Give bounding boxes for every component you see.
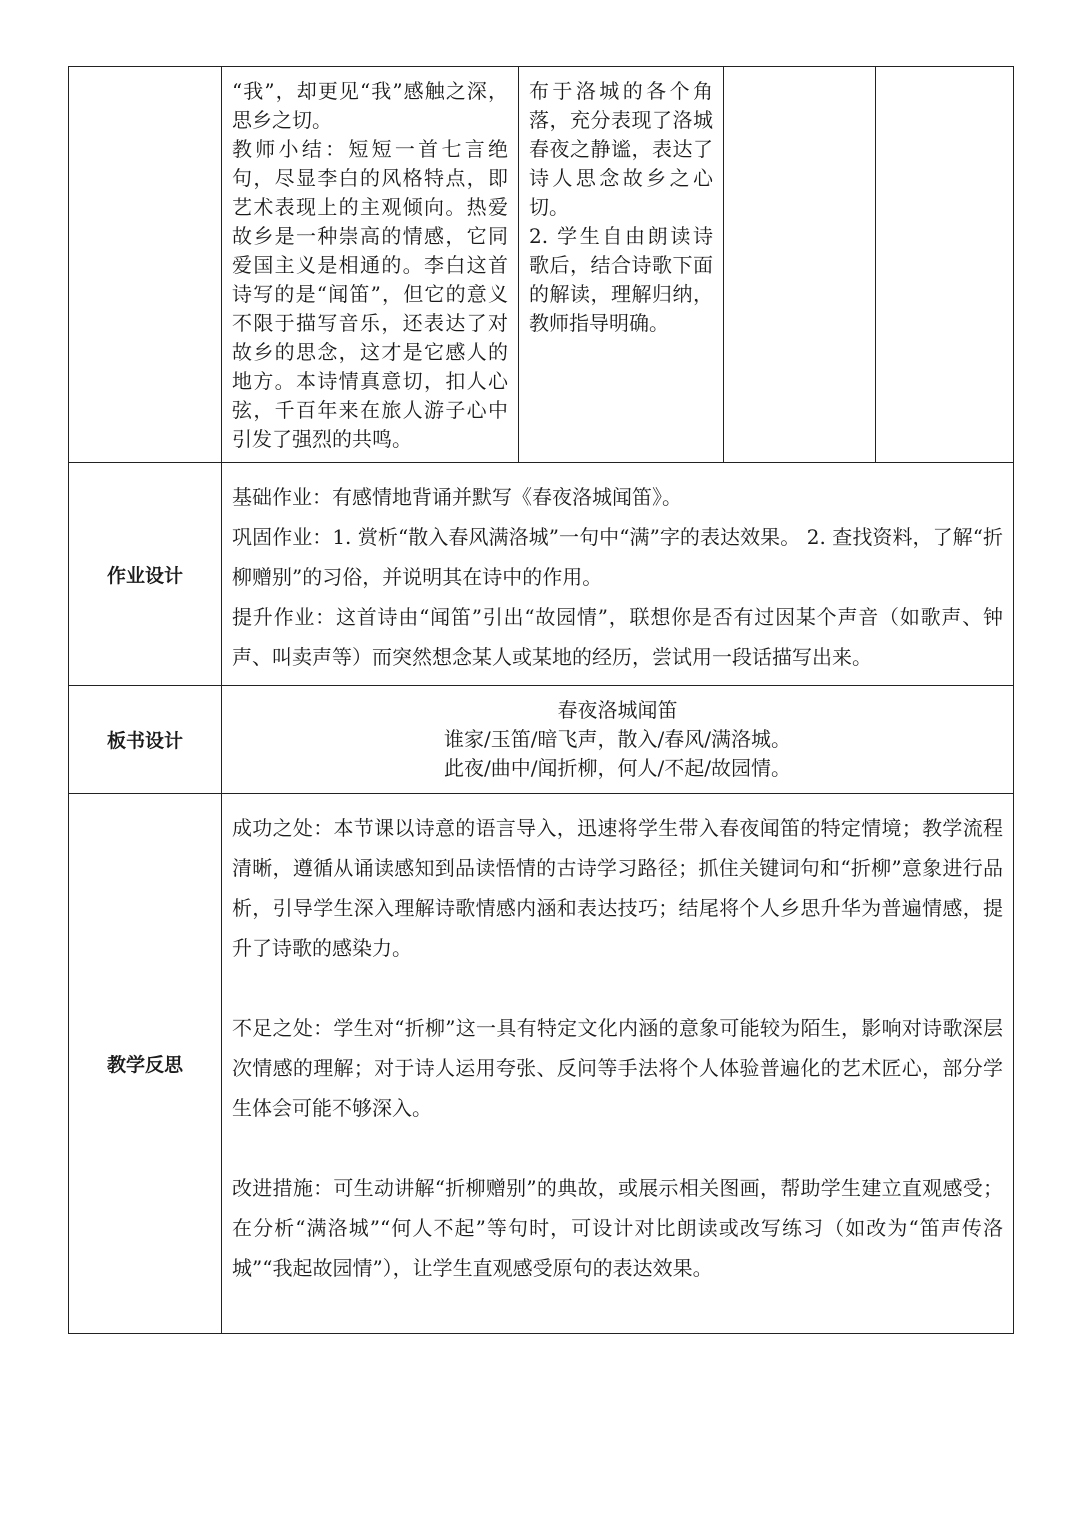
teacher-activity-line: “我”，却更见“我”感触之深，思乡之切。	[232, 79, 508, 132]
empty-cell-5	[876, 67, 1014, 463]
board-label: 板书设计	[69, 686, 222, 794]
continued-activity-row	[69, 67, 1014, 463]
board-title: 春夜洛城闻笛	[557, 698, 678, 722]
homework-consolidate: 巩固作业：1. 赏析“散入春风满洛城”一句中“满”字的表达效果。 2. 查找资料，了解“折柳赠别”的习俗，并说明其在诗中的作用。	[232, 525, 1003, 589]
reflection-improvement: 改进措施：可生动讲解“折柳赠别”的典故，或展示相关图画，帮助学生建立直观感受；在分析“满洛城”“何人不起”等句时，可设计对比朗读或改写练习（如改为“笛声传洛城”“我起故园情”），让学生直观感受原句的表达效果。	[232, 1176, 1003, 1280]
homework-label: 作业设计	[69, 463, 222, 686]
board-row	[69, 686, 1014, 794]
board-content	[222, 686, 1014, 794]
homework-content	[222, 463, 1014, 686]
teacher-activity-cell	[222, 67, 519, 463]
empty-label-cell	[69, 67, 222, 463]
teacher-summary: 教师小结：短短一首七言绝句，尽显李白的风格特点，即艺术表现上的主观倾向。热爱故乡是一种崇高的情感，它同爱国主义是相通的。李白这首诗写的是“闻笛”，但它的意义不限于描写音乐，还表达了对故乡的思念，这才是它感人的地方。本诗情真意切，扣人心弦，千百年来在旅人游子心中引发了强烈的共鸣。	[232, 137, 508, 451]
student-activity-line: 布于洛城的各个角落，充分表现了洛城春夜之静谧，表达了诗人思念故乡之心切。	[529, 79, 713, 219]
board-line-1: 谁家/玉笛/暗飞声，散入/春风/满洛城。	[444, 727, 791, 751]
board-line-2: 此夜/曲中/闻折柳，何人/不起/故园情。	[444, 756, 791, 780]
reflection-content	[222, 794, 1014, 1334]
reflection-shortcoming: 不足之处：学生对“折柳”这一具有特定文化内涵的意象可能较为陌生，影响对诗歌深层次情感的理解；对于诗人运用夸张、反问等手法将个人体验普遍化的艺术匠心，部分学生体会可能不够深入。	[232, 1016, 1003, 1120]
lesson-plan-table	[68, 66, 1014, 1334]
reflection-success: 成功之处：本节课以诗意的语言导入，迅速将学生带入春夜闻笛的特定情境；教学流程清晰，遵循从诵读感知到品读悟情的古诗学习路径；抓住关键词句和“折柳”意象进行品析，引导学生深入理解诗歌情感内涵和表达技巧；结尾将个人乡思升华为普遍情感，提升了诗歌的感染力。	[232, 816, 1003, 960]
student-activity-step: 2. 学生自由朗读诗歌后，结合诗歌下面的解读，理解归纳，教师指导明确。	[529, 224, 713, 335]
student-activity-cell	[519, 67, 724, 463]
reflection-label: 教学反思	[69, 794, 222, 1334]
homework-row	[69, 463, 1014, 686]
reflection-row	[69, 794, 1014, 1334]
homework-basic: 基础作业：有感情地背诵并默写《春夜洛城闻笛》。	[232, 485, 682, 509]
homework-advanced: 提升作业：这首诗由“闻笛”引出“故园情”，联想你是否有过因某个声音（如歌声、钟声、叫卖声等）而突然想念某人或某地的经历，尝试用一段话描写出来。	[232, 605, 1003, 669]
empty-cell-4	[724, 67, 876, 463]
